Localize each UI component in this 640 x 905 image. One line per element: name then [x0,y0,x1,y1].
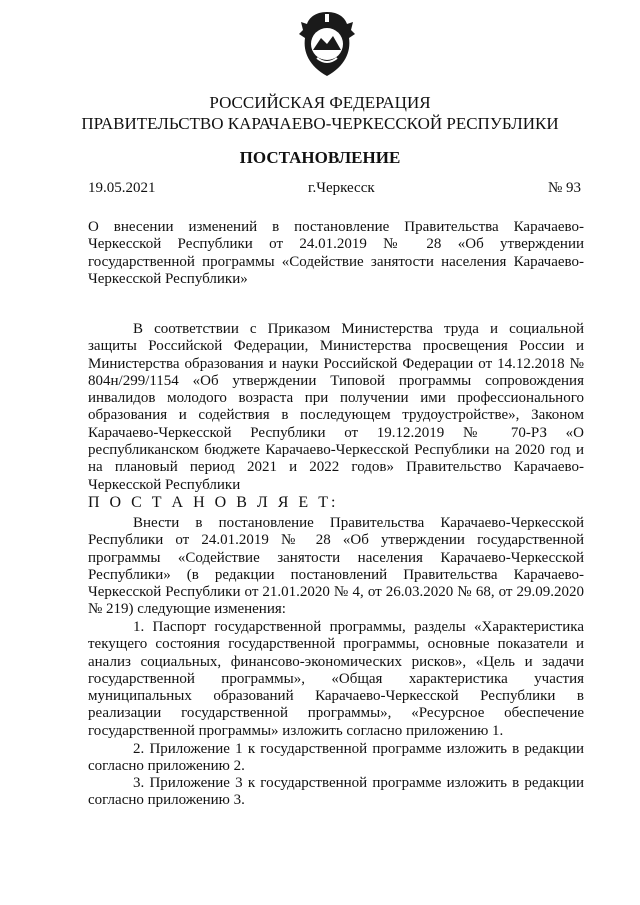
document-type-title: ПОСТАНОВЛЕНИЕ [239,148,401,167]
resolves-heading: П О С Т А Н О В Л Я Е Т: [88,494,339,511]
preamble-paragraph: В соответствии с Приказом Министерства труда и социальной защиты Российской Федерации, Министерства просвещения России и Министерства образования и науки Российской Федерации от 14.12.2018 № 804н/299/1154 «Об утверждении Типовой программы сопровождения инвалидов молодого возраста при получении ими профессионального образования и содействия в последующем трудоустройстве», Законом Карачаево-Черкесской Республики от 19.12.2019 № 70-РЗ «О республиканском бюджете Карачаево-Черкесской Республики на 2020 год и на плановый период 2021 и 2022 годов» Правительство Карачаево-Черкесской Республики [88,321,584,493]
document-date: 19.05.2021 [88,180,156,196]
country-heading: РОССИЙСКАЯ ФЕДЕРАЦИЯ [209,93,431,112]
clause-1: 1. Паспорт государственной программы, разделы «Характеристика текущего состояния государственной программы, основные показатели и анализ социальных, финансово-экономических рисков», «Цель и задачи государственной программы», «Общая характеристика участия муниципальных образований Карачаево-Черкесской Республики в реализации государственной программы», «Ресурсное обеспечение государственной программы» изложить согласно приложению 1. [88,619,584,739]
government-heading: ПРАВИТЕЛЬСТВО КАРАЧАЕВО-ЧЕРКЕССКОЙ РЕСПУБЛИКИ [81,114,559,133]
coat-of-arms-emblem [295,8,359,80]
document-number: № 93 [548,180,582,196]
document-city: г.Черкесск [308,180,375,196]
clause-3: 3. Приложение 3 к государственной программе изложить в редакции согласно приложению 3. [88,775,584,809]
clause-intro: Внести в постановление Правительства Карачаево-Черкесской Республики от 24.01.2019 № 28 «Об утверждении государственной программы «Содействие занятости населения Карачаево-Черкесской Республики» (в редакции постановлений Правительства Карачаево-Черкесской Республики от 21.01.2020 № 4, от 26.03.2020 № 68, от 29.09.2020 № 219) следующие изменения: [88,515,584,618]
clause-2: 2. Приложение 1 к государственной программе изложить в редакции согласно приложению 2. [88,741,584,775]
document-subject: О внесении изменений в постановление Правительства Карачаево-Черкесской Республики от 24.01.2019 № 28 «Об утверждении государственной программы «Содействие занятости населения Карачаево-Черкесской Республики» [88,219,584,287]
